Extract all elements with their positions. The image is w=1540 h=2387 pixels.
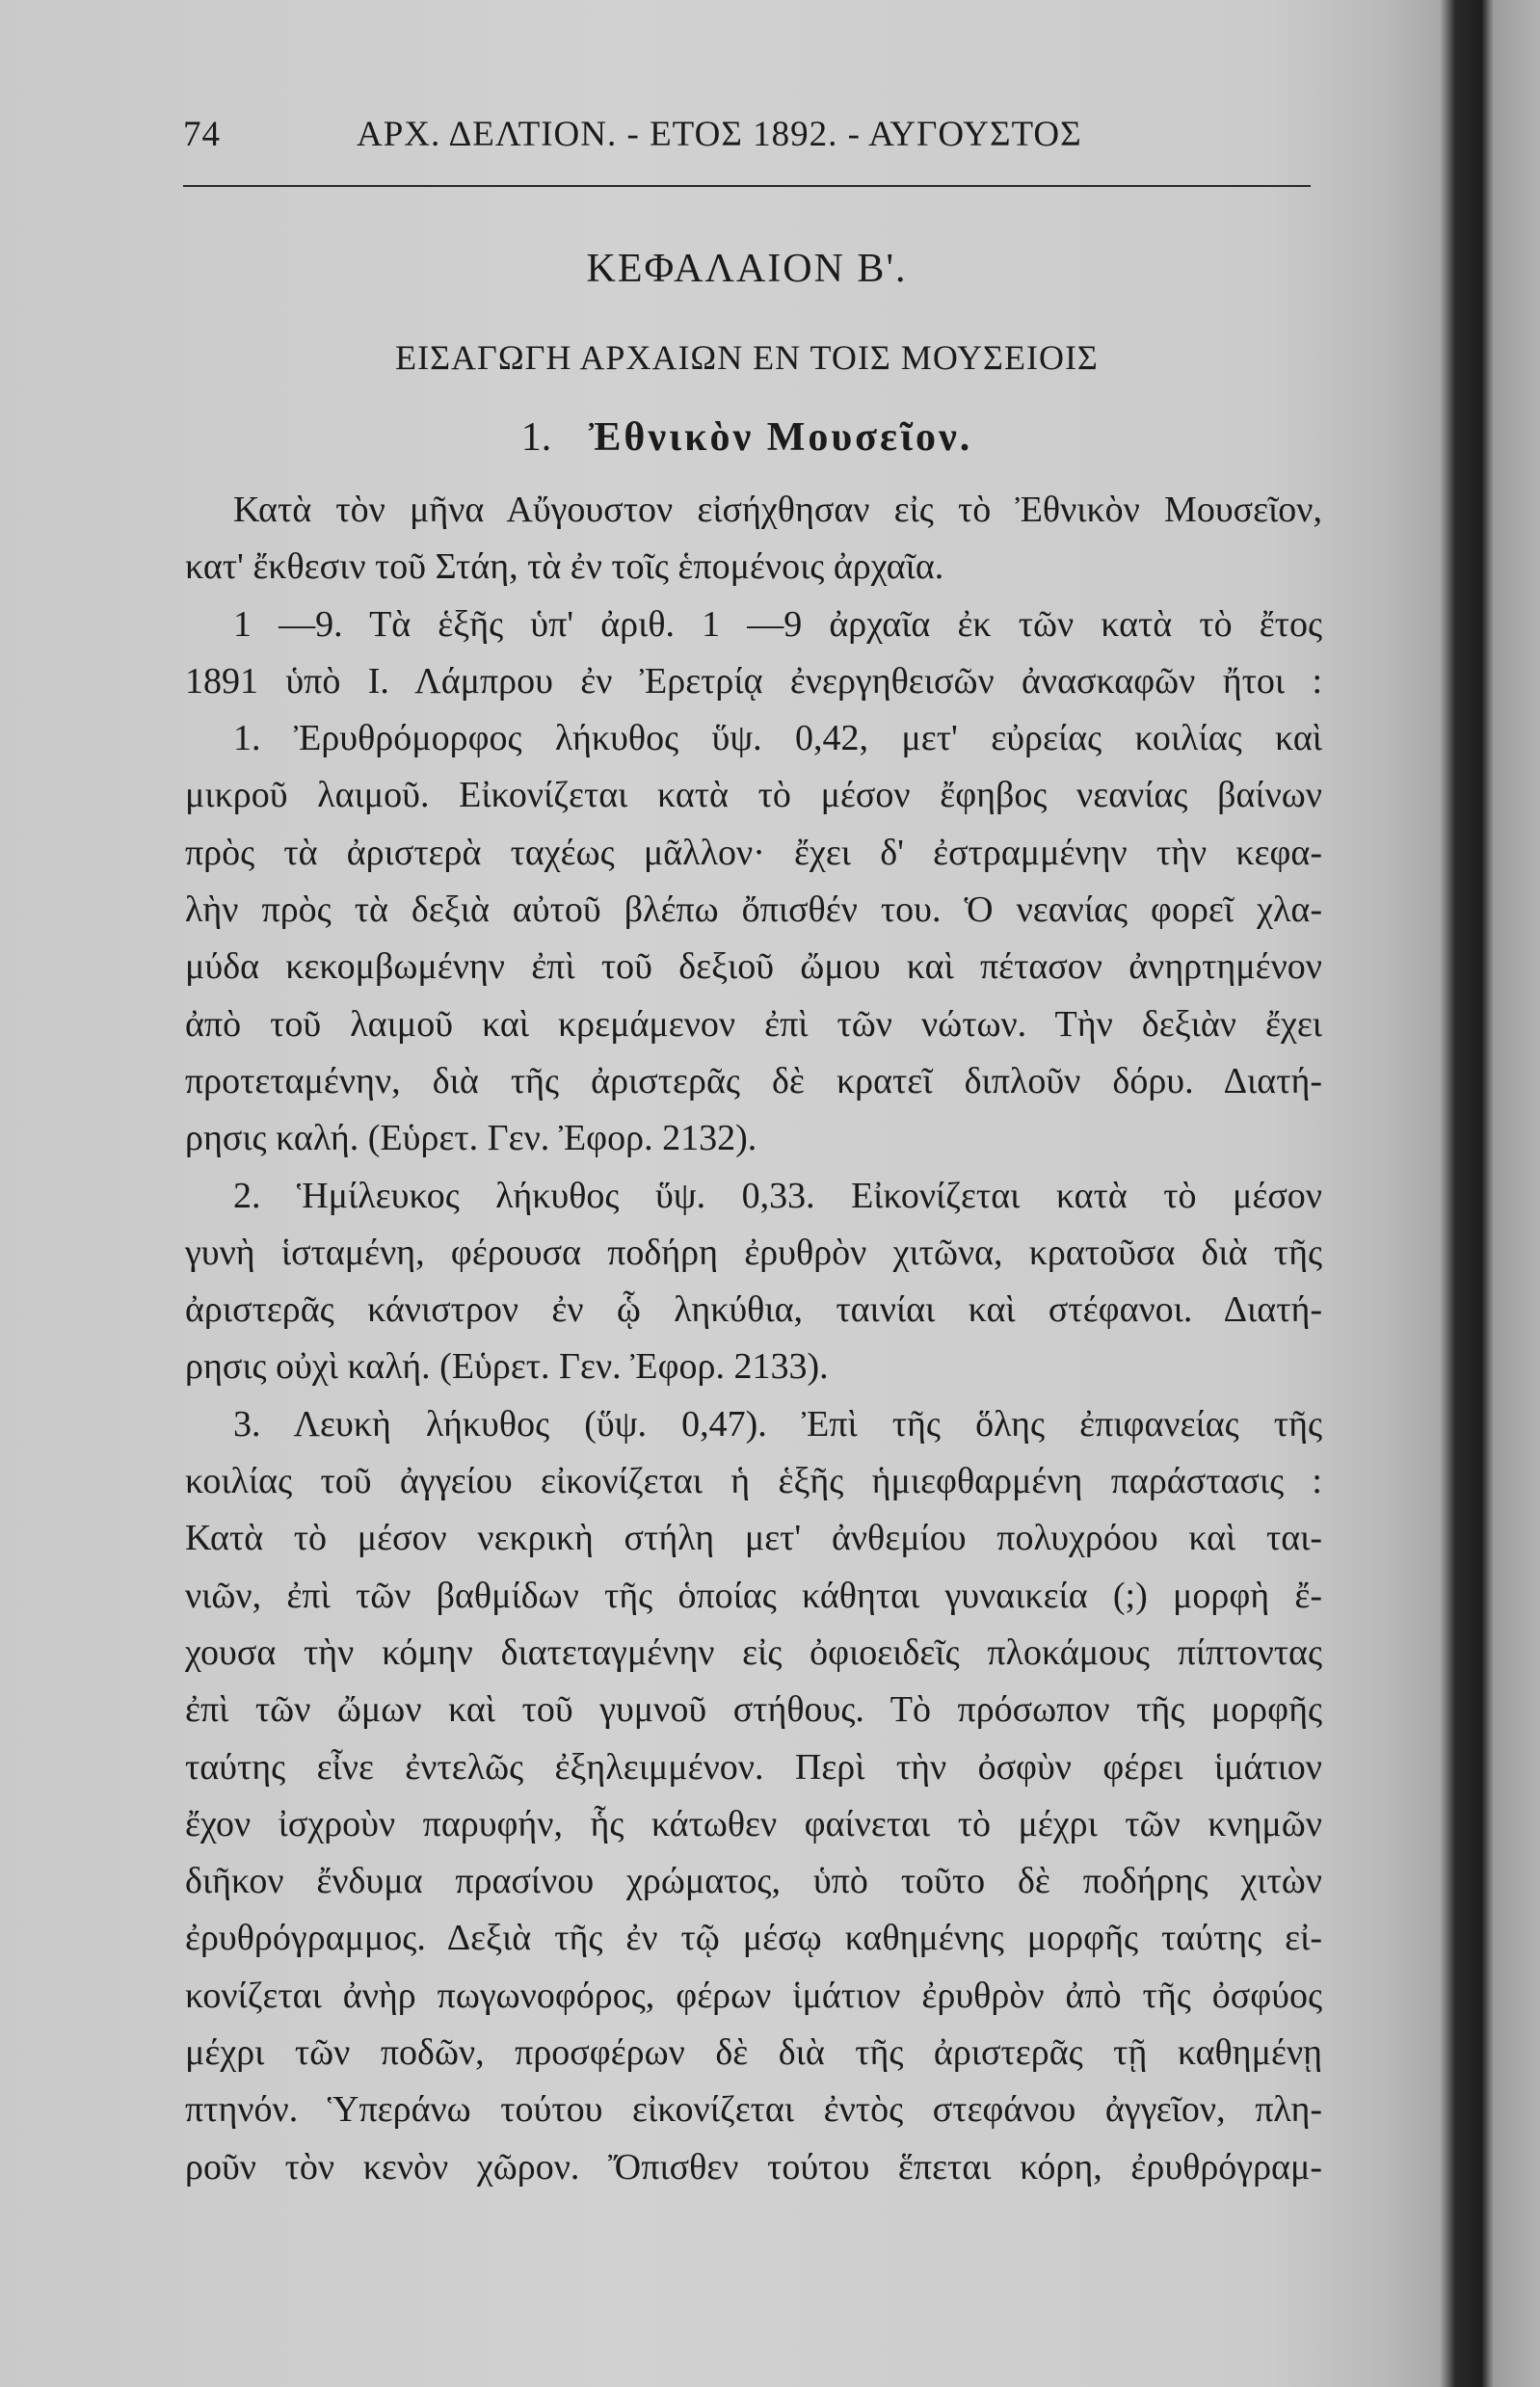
text-line: 1. Ἐρυθρόμορφος λήκυθος ὕψ. 0,42, μετ' εὐρείας κοιλίας καὶ	[233, 718, 1322, 759]
text-line: πτηνόν. Ὑπεράνω τούτου εἰκονίζεται ἐντὸς στεφάνου ἀγγεῖον, πλη-	[185, 2089, 1322, 2131]
text-line: ταύτης εἶνε ἐντελῶς ἐξηλειμμένον. Περὶ τὴν ὀσφὺν φέρει ἱμάτιον	[185, 1746, 1322, 1788]
text-line: μύδα κεκομβωμένην ἐπὶ τοῦ δεξιοῦ ὤμου καὶ πέτασον ἀνηρτημένον	[185, 946, 1322, 988]
header-rule	[183, 185, 1311, 187]
text-line: ρησις οὐχὶ καλή. (Εὑρετ. Γεν. Ἐφορ. 2133).	[185, 1346, 829, 1388]
text-line: ἀπὸ τοῦ λαιμοῦ καὶ κρεμάμενον ἐπὶ τῶν νώτων. Τὴν δεξιὰν ἔχει	[185, 1003, 1322, 1045]
body-text	[185, 482, 1322, 2196]
text-line: 1891 ὑπὸ Ι. Λάμπρου ἐν Ἐρετρίᾳ ἐνεργηθεισῶν ἀνασκαφῶν ἤτοι :	[185, 660, 1322, 702]
section-heading	[173, 414, 1320, 461]
text-line: προτεταμένην, διὰ τῆς ἀριστερᾶς δὲ κρατεῖ διπλοῦν δόρυ. Διατή-	[185, 1060, 1322, 1101]
text-line: μέχρι τῶν ποδῶν, προσφέρων δὲ διὰ τῆς ἀριστερᾶς τῇ καθημένῃ	[185, 2032, 1322, 2074]
text-line: πρὸς τὰ ἀριστερὰ ταχέως μᾶλλον· ἔχει δ' ἐστραμμένην τὴν κεφα-	[185, 832, 1322, 873]
section-number: 1.	[520, 415, 552, 460]
text-line: γυνὴ ἱσταμένη, φέρουσα ποδήρη ἐρυθρὸν χιτῶνα, κρατοῦσα διὰ τῆς	[185, 1232, 1322, 1273]
text-line: ἐρυθρόγραμμος. Δεξιὰ τῆς ἐν τῷ μέσῳ καθημένης μορφῆς ταύτης εἰ-	[185, 1918, 1322, 1959]
running-head-text: ΑΡΧ. ΔΕΛΤΙΟΝ. - ΕΤΟΣ 1892. - ΑΥΓΟΥΣΤΟΣ	[357, 115, 1082, 154]
text-line: μικροῦ λαιμοῦ. Εἰκονίζεται κατὰ τὸ μέσον ἔφηβος νεανίας βαίνων	[185, 775, 1322, 816]
text-line: Κατὰ τὸ μέσον νεκρικὴ στήλη μετ' ἀνθεμίου πολυχρόου καὶ ται-	[185, 1518, 1322, 1559]
text-line: κοιλίας τοῦ ἀγγείου εἰκονίζεται ἡ ἑξῆς ἡμιεφθαρμένη παράστασις :	[185, 1461, 1322, 1502]
text-line: ἐπὶ τῶν ὤμων καὶ τοῦ γυμνοῦ στήθους. Τὸ πρόσωπον τῆς μορφῆς	[185, 1689, 1322, 1731]
text-line: κατ' ἔκθεσιν τοῦ Στάη, τὰ ἐν τοῖς ἑπομένοις ἀρχαῖα.	[185, 546, 944, 588]
chapter-title: ΚΕΦΑΛΑΙΟΝ Β'.	[586, 247, 908, 291]
text-line: ἀριστερᾶς κάνιστρον ἐν ᾧ ληκύθια, ταινίαι καὶ στέφανοι. Διατή-	[185, 1289, 1322, 1331]
text-line: 2. Ἡμίλευκος λήκυθος ὕψ. 0,33. Εἰκονίζεται κατὰ τὸ μέσον	[233, 1175, 1322, 1216]
text-line: Κατὰ τὸν μῆνα Αὔγουστον εἰσήχθησαν εἰς τὸ Ἐθνικὸν Μουσεῖον,	[233, 490, 1322, 530]
text-line: ἔχον ἰσχροὺν παρυφήν, ἧς κάτωθεν φαίνεται τὸ μέχρι τῶν κνημῶν	[185, 1803, 1322, 1844]
section-name: Ἐθνικὸν Μουσεῖον.	[588, 415, 973, 460]
page-number: 74	[183, 115, 221, 154]
text-line: ρησις καλή. (Εὑρετ. Γεν. Ἐφορ. 2132).	[185, 1118, 757, 1159]
text-line: νιῶν, ἐπὶ τῶν βαθμίδων τῆς ὁποίας κάθηται γυναικεία (;) μορφὴ ἔ-	[185, 1575, 1322, 1616]
text-line: ροῦν τὸν κενὸν χῶρον. Ὄπισθεν τούτου ἕπεται κόρη, ἐρυθρόγραμ-	[185, 2146, 1322, 2188]
chapter-subtitle: ΕΙΣΑΓΩΓΗ ΑΡΧΑΙΩΝ ΕΝ ΤΟΙΣ ΜΟΥΣΕΙΟΙΣ	[395, 338, 1099, 377]
text-line: διῆκον ἔνδυμα πρασίνου χρώματος, ὑπὸ τοῦτο δὲ ποδήρης χιτὼν	[185, 1861, 1322, 1902]
text-line: 1 —9. Τὰ ἑξῆς ὑπ' ἀριθ. 1 —9 ἀρχαῖα ἐκ τῶν κατὰ τὸ ἔτος	[233, 603, 1322, 645]
text-line: χουσα τὴν κόμην διατεταγμένην εἰς ὀφιοειδεῖς πλοκάμους πίπτοντας	[185, 1631, 1322, 1673]
text-line: 3. Λευκὴ λήκυθος (ὕψ. 0,47). Ἐπὶ τῆς ὅλης ἐπιφανείας τῆς	[233, 1403, 1322, 1445]
text-line: λὴν πρὸς τὰ δεξιὰ αὐτοῦ βλέπω ὄπισθέν του. Ὁ νεανίας φορεῖ χλα-	[185, 889, 1322, 931]
text-line: κονίζεται ἀνὴρ πωγωνοφόρος, φέρων ἱμάτιον ἐρυθρὸν ἀπὸ τῆς ὀσφύος	[185, 1975, 1322, 2016]
book-page	[173, 0, 1340, 2387]
